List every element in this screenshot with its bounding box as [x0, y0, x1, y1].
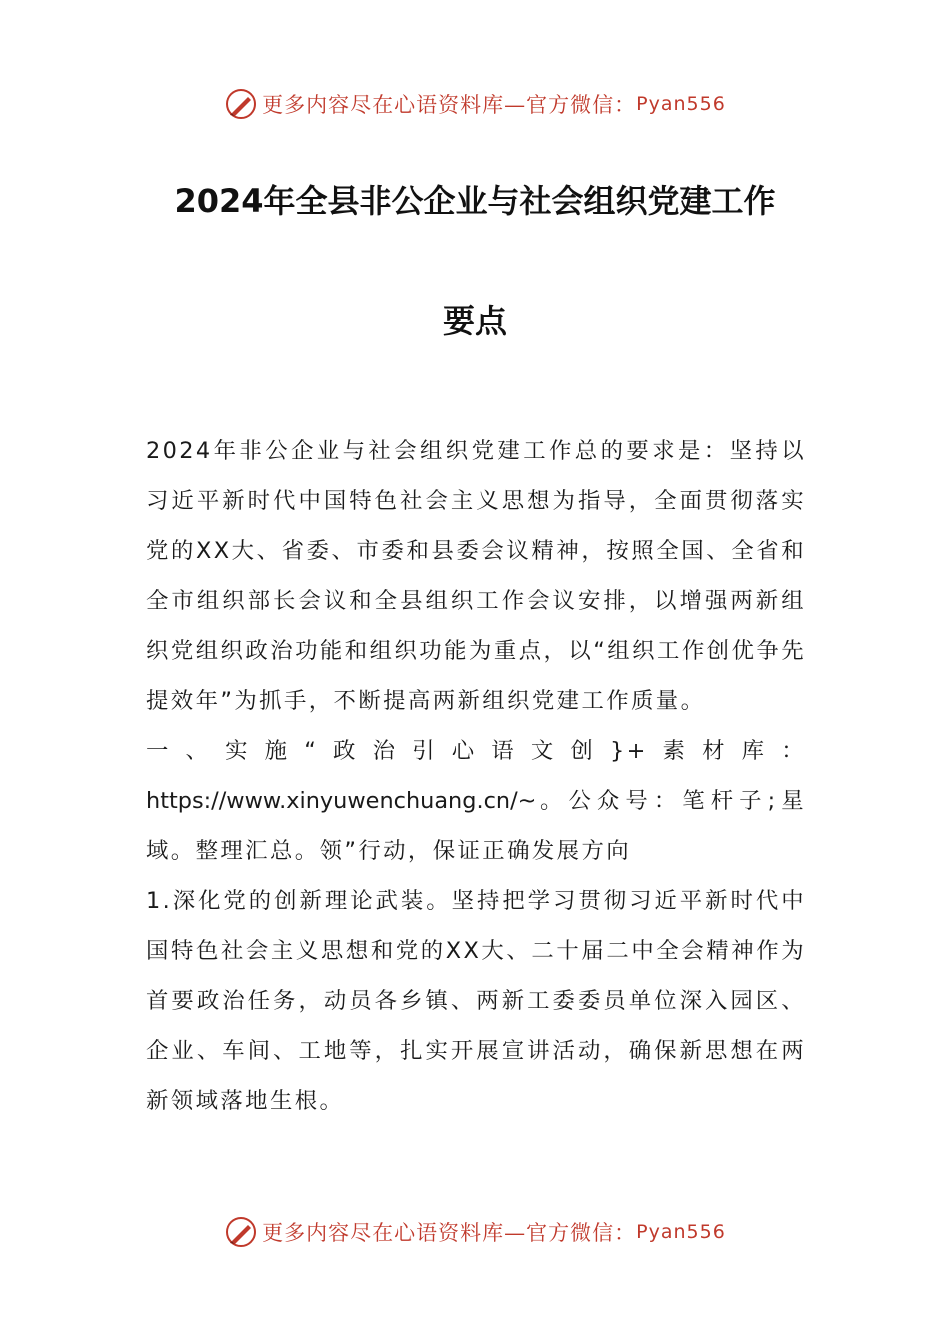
document-title-continued: 要点 [442, 302, 507, 340]
section-heading-text: 一、实施“政治引心语文创}+素材库： [146, 738, 806, 764]
section-heading-suffix: 。公众号：笔杆子;星域。整理汇总。领”行动，保证正确发展方向 [146, 788, 806, 864]
item-paragraph-1: 1.深化党的创新理论武装。坚持把学习贯彻习近平新时代中国特色社会主义思想和党的XX大、二十届二中全会精神作为首要政治任务，动员各乡镇、两新工委委员单位深入园区、企业、车间、工地等，扎实开展宣讲活动，确保新思想在两新领域落地生根。 [146, 888, 806, 1114]
watermark-contact: Pyan556 [636, 1221, 726, 1243]
section-heading-1 [146, 726, 806, 876]
watermark-text: 更多内容尽在心语资料库—官方微信： [262, 1221, 637, 1245]
footer-watermark-banner [0, 1212, 950, 1252]
header-watermark-banner [0, 84, 950, 124]
document-title: 2024年全县非公企业与社会组织党建工作 [174, 182, 776, 220]
pen-logo-icon [224, 87, 258, 121]
watermark-text: 更多内容尽在心语资料库—官方微信： [262, 93, 637, 117]
watermark-contact: Pyan556 [636, 93, 726, 115]
resource-url: https://www.xinyuwenchuang.cn/~ [146, 788, 537, 814]
document-body [146, 426, 806, 1126]
intro-paragraph: 2024年非公企业与社会组织党建工作总的要求是：坚持以习近平新时代中国特色社会主义思想为指导，全面贯彻落实党的XX大、省委、市委和县委会议精神，按照全国、全省和全市组织部长会议和全县组织工作会议安排，以增强两新组织党组织政治功能和组织功能为重点，以“组织工作创优争先提效年”为抓手，不断提高两新组织党建工作质量。 [146, 438, 806, 714]
pen-logo-icon [224, 1215, 258, 1249]
